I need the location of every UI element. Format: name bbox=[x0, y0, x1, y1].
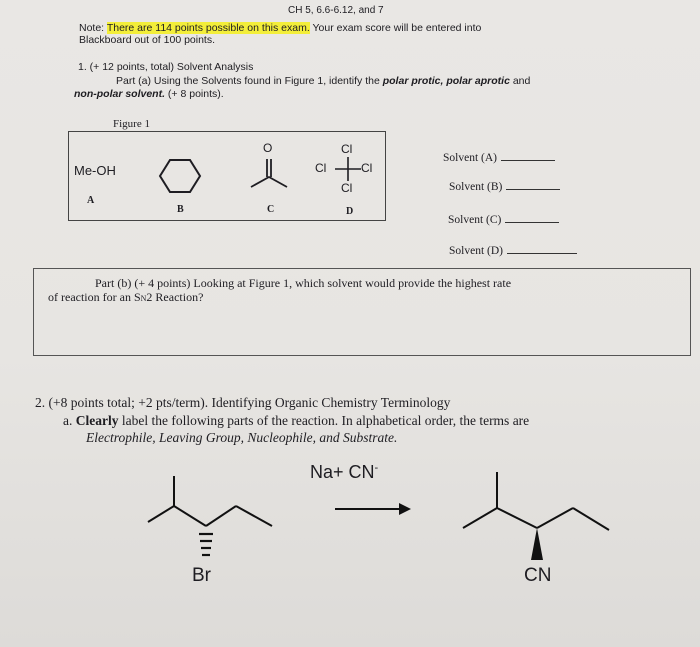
reactant-skeletal-structure bbox=[140, 470, 280, 580]
methanol-label: Me-OH bbox=[74, 163, 116, 178]
question-1-heading: 1. (+ 12 points, total) Solvent Analysis bbox=[78, 61, 254, 73]
solvent-a-answer[interactable] bbox=[443, 152, 555, 164]
solvent-b-label: Solvent (B) bbox=[449, 181, 503, 193]
solvent-c-blank[interactable] bbox=[505, 222, 559, 223]
solvent-a-label: Solvent (A) bbox=[443, 152, 497, 164]
q2-a-clearly: Clearly bbox=[75, 413, 119, 428]
question-1-part-a bbox=[116, 75, 530, 87]
bromine-label: Br bbox=[192, 565, 211, 586]
part-b-sn-text: of reaction for an S bbox=[48, 290, 141, 304]
note-rest: Your exam score will be entered into bbox=[309, 22, 482, 34]
part-a-nonpolar-term: non-polar solvent. bbox=[74, 88, 166, 100]
reagent-charge: - bbox=[374, 462, 379, 474]
solvent-b-blank[interactable] bbox=[506, 189, 560, 190]
product-skeletal-structure bbox=[455, 468, 615, 578]
reagent-label bbox=[310, 462, 378, 483]
part-b-question-line2 bbox=[48, 290, 203, 305]
acetone-oxygen-label: O bbox=[263, 141, 273, 155]
part-a-text: Part (a) Using the Solvents found in Figure 1, identify the bbox=[116, 75, 383, 87]
page-header: CH 5, 6.6-6.12, and 7 bbox=[288, 5, 384, 16]
cyclohexane-structure bbox=[160, 156, 200, 196]
note-highlight: There are 114 points possible on this exam. bbox=[106, 22, 310, 34]
solvent-d-label: Solvent (D) bbox=[449, 245, 503, 257]
acetone-structure bbox=[247, 151, 293, 191]
question-2-part-a bbox=[63, 413, 529, 429]
figure-label-a: A bbox=[87, 195, 95, 206]
figure-title: Figure 1 bbox=[113, 118, 150, 130]
exam-note bbox=[79, 22, 481, 34]
solvent-b-answer[interactable] bbox=[449, 181, 560, 193]
figure-label-c: C bbox=[267, 204, 275, 215]
ccl4-bonds bbox=[333, 155, 363, 185]
part-b-reaction-text: 2 Reaction? bbox=[146, 290, 204, 304]
reaction-arrow bbox=[333, 501, 413, 517]
solvent-c-label: Solvent (C) bbox=[448, 214, 502, 226]
figure-label-b: B bbox=[177, 204, 184, 215]
cyano-label: CN bbox=[524, 565, 552, 586]
question-1-part-a-line2 bbox=[74, 88, 224, 100]
chcl-left: Cl bbox=[315, 161, 327, 175]
chcl-right: Cl bbox=[361, 161, 373, 175]
solvent-c-answer[interactable] bbox=[448, 214, 559, 226]
q2-a-text: label the following parts of the reaction. In alphabetical order, the terms are bbox=[118, 413, 530, 428]
part-a-and: and bbox=[509, 75, 531, 87]
solvent-a-blank[interactable] bbox=[501, 160, 555, 161]
solvent-d-answer[interactable] bbox=[449, 245, 577, 257]
exam-note-line2: Blackboard out of 100 points. bbox=[79, 34, 216, 46]
chcl-bottom: Cl bbox=[341, 181, 353, 195]
chcl-top: Cl bbox=[341, 142, 353, 156]
question-2-terms: Electrophile, Leaving Group, Nucleophile, and Substrate. bbox=[86, 430, 398, 445]
reagent-text: Na+ CN bbox=[310, 462, 375, 482]
question-2-heading: 2. (+8 points total; +2 pts/term). Identifying Organic Chemistry Terminology bbox=[35, 395, 451, 410]
part-a-polar-terms: polar protic, polar aprotic bbox=[382, 75, 510, 87]
q2-a-prefix: a. bbox=[63, 413, 76, 428]
part-b-sn-subscript: N bbox=[140, 294, 147, 303]
part-b-question: Part (b) (+ 4 points) Looking at Figure 1, which solvent would provide the highest rate bbox=[95, 276, 512, 290]
solvent-d-blank[interactable] bbox=[507, 253, 577, 254]
part-a-points: (+ 8 points). bbox=[165, 88, 224, 100]
figure-label-d: D bbox=[346, 206, 354, 217]
note-lead: Note: bbox=[79, 22, 107, 34]
